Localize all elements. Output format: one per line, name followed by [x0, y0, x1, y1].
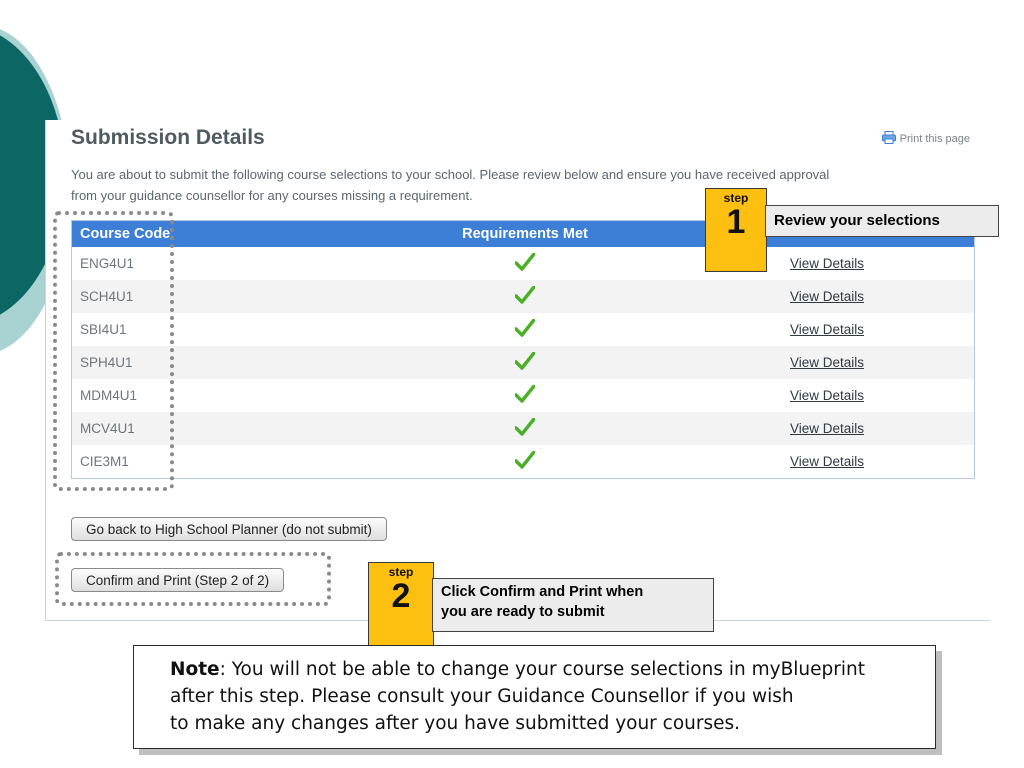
printer-icon [882, 131, 896, 147]
step-2-badge [368, 562, 434, 646]
print-page-link[interactable] [882, 131, 970, 147]
print-page-label: Print this page [899, 133, 970, 145]
table-row [72, 280, 974, 313]
view-details-link[interactable]: View Details [790, 322, 865, 337]
table-row [72, 247, 974, 280]
requirements-cell [260, 451, 790, 472]
header-requirements-met: Requirements Met [462, 226, 588, 242]
table-row [72, 313, 974, 346]
note-line-3: to make any changes after you have submitted your courses. [170, 713, 741, 734]
submission-panel [45, 120, 990, 621]
course-code-cell: SBI4U1 [80, 322, 127, 337]
table-row [72, 379, 974, 412]
table-row [72, 346, 974, 379]
view-details-link[interactable]: View Details [790, 256, 865, 271]
view-details-link[interactable]: View Details [790, 388, 865, 403]
step-2-label: step [388, 565, 414, 579]
checkmark-icon [515, 319, 535, 340]
course-code-cell: MDM4U1 [80, 388, 138, 403]
view-details-link[interactable]: View Details [790, 355, 865, 370]
note-line-2: after this step. Please consult your Guidance Counsellor if you wish [170, 686, 794, 707]
course-code-cell: MCV4U1 [80, 421, 135, 436]
intro-text [71, 164, 971, 206]
view-details-link[interactable]: View Details [790, 454, 865, 469]
course-code-cell: CIE3M1 [80, 454, 129, 469]
requirements-cell [260, 385, 790, 406]
header-course-code: Course Code [80, 226, 171, 242]
note-label: Note [170, 659, 220, 680]
note-line-1 [170, 656, 935, 683]
checkmark-icon [515, 253, 535, 274]
course-code-cell: ENG4U1 [80, 256, 135, 271]
note-line-1-text: : You will not be able to change your course selections in myBlueprint [219, 659, 865, 680]
checkmark-icon [515, 385, 535, 406]
step-2-callout-line-2: you are ready to submit [441, 604, 605, 620]
page-title: Submission Details [71, 126, 265, 149]
table-row [72, 412, 974, 445]
course-code-cell: SCH4U1 [80, 289, 134, 304]
intro-line-1: You are about to submit the following course selections to your school. Please review below and ensure you have received approval [71, 167, 830, 182]
course-code-highlight [53, 211, 174, 491]
checkmark-icon [515, 451, 535, 472]
table-body [72, 247, 974, 478]
step-1-label: step [723, 191, 749, 205]
course-code-cell: SPH4U1 [80, 355, 133, 370]
table-row [72, 445, 974, 478]
confirm-print-button[interactable]: Confirm and Print (Step 2 of 2) [71, 568, 284, 592]
step-2-callout [432, 578, 714, 632]
step-1-badge [705, 188, 767, 272]
step-2-callout-line-1: Click Confirm and Print when [441, 584, 644, 600]
requirements-cell [260, 319, 790, 340]
confirm-button-highlight [55, 552, 331, 606]
step-1-number: 1 [726, 203, 746, 241]
checkmark-icon [515, 286, 535, 307]
requirements-cell [260, 352, 790, 373]
view-details-link[interactable]: View Details [790, 289, 865, 304]
checkmark-icon [515, 352, 535, 373]
view-details-link[interactable]: View Details [790, 421, 865, 436]
step-2-number: 2 [391, 577, 411, 615]
go-back-button[interactable]: Go back to High School Planner (do not submit) [71, 517, 387, 541]
intro-line-2: from your guidance counsellor for any courses missing a requirement. [71, 188, 473, 203]
step-1-callout: Review your selections [765, 205, 999, 237]
note-box [133, 645, 936, 749]
course-table [71, 220, 975, 479]
requirements-cell [260, 418, 790, 439]
checkmark-icon [515, 418, 535, 439]
requirements-cell [260, 286, 790, 307]
